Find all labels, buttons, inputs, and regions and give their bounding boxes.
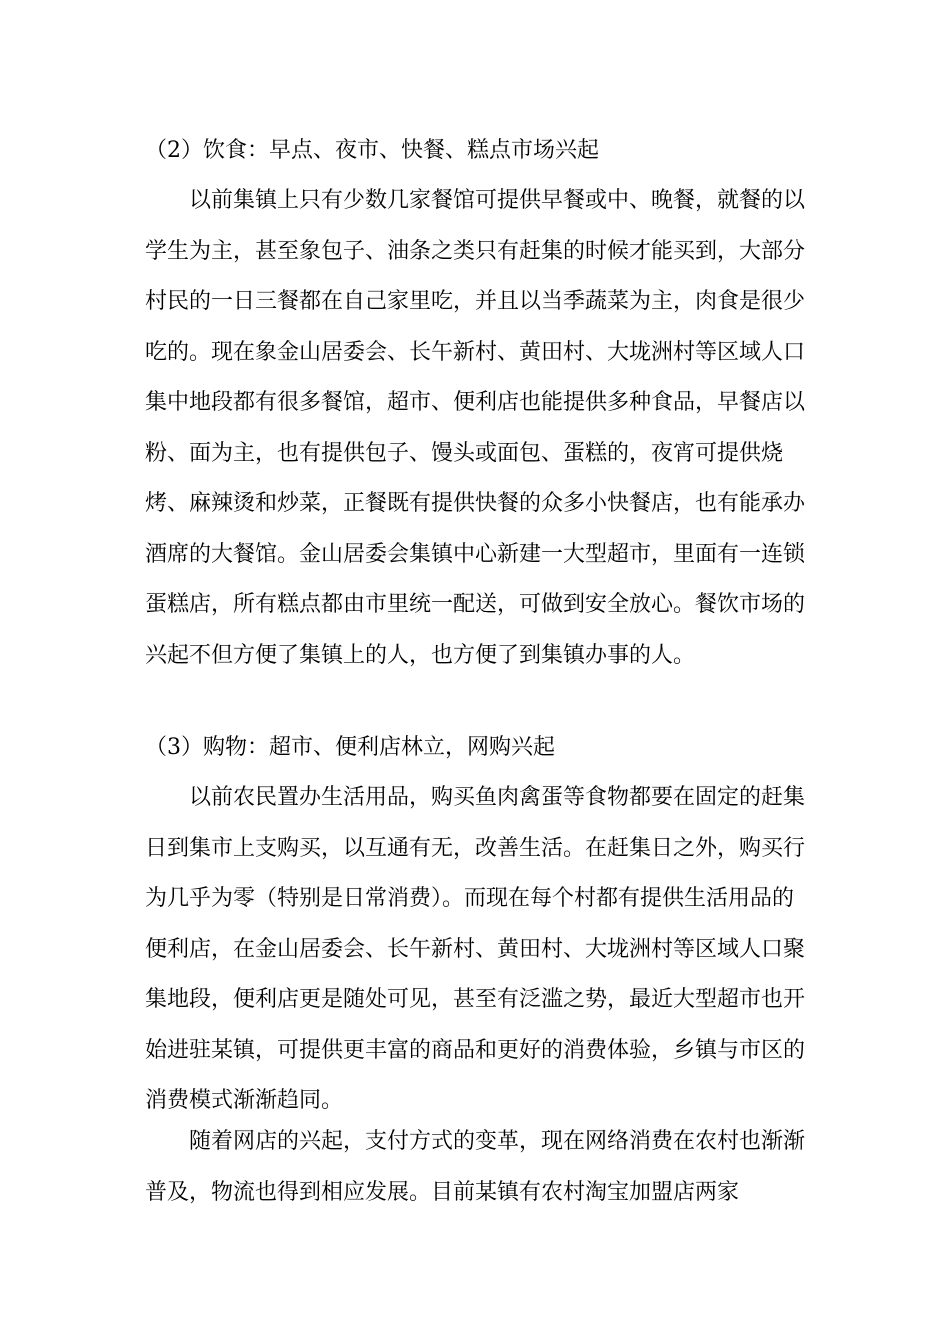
section-heading-shopping: （3）购物：超市、便利店林立，网购兴起 (145, 735, 555, 760)
paragraph-food: 以前集镇上只有少数几家餐馆可提供早餐或中、晚餐，就餐的以学生为主，甚至象包子、油条之类只有赶集的时候才能买到，大部分村民的一日三餐都在自己家里吃，并且以当季蔬菜为主，肉食是很少吃的。现在象金山居委会、长午新村、黄田村、大垅洲村等区域人口集中地段都有很多餐馆，超市、便利店也能提供多种食品，早餐店以粉、面为主，也有提供包子、馒头或面包、蛋糕的，夜宵可提供烧烤、麻辣烫和炒菜，正餐既有提供快餐的众多小快餐店，也有能承办酒席的大餐馆。金山居委会集镇中心新建一大型超市，里面有一连锁蛋糕店，所有糕点都由市里统一配送，可做到安全放心。餐饮市场的兴起不但方便了集镇上的人，也方便了到集镇办事的人。 (145, 188, 806, 668)
section-heading-food: （2）饮食：早点、夜市、快餐、糕点市场兴起 (145, 138, 599, 163)
paragraph-shopping-1: 以前农民置办生活用品，购买鱼肉禽蛋等食物都要在固定的赶集日到集市上支购买，以互通有无，改善生活。在赶集日之外，购买行为几乎为零（特别是日常消费）。而现在每个村都有提供生活用品的便利店，在金山居委会、长午新村、黄田村、大垅洲村等区域人口聚集地段，便利店更是随处可见，甚至有泛滥之势，最近大型超市也开始进驻某镇，可提供更丰富的商品和更好的消费体验，乡镇与市区的消费模式渐渐趋同。 (145, 785, 806, 1113)
paragraph-shopping-2: 随着网店的兴起，支付方式的变革，现在网络消费在农村也渐渐普及，物流也得到相应发展。目前某镇有农村淘宝加盟店两家 (145, 1129, 806, 1205)
